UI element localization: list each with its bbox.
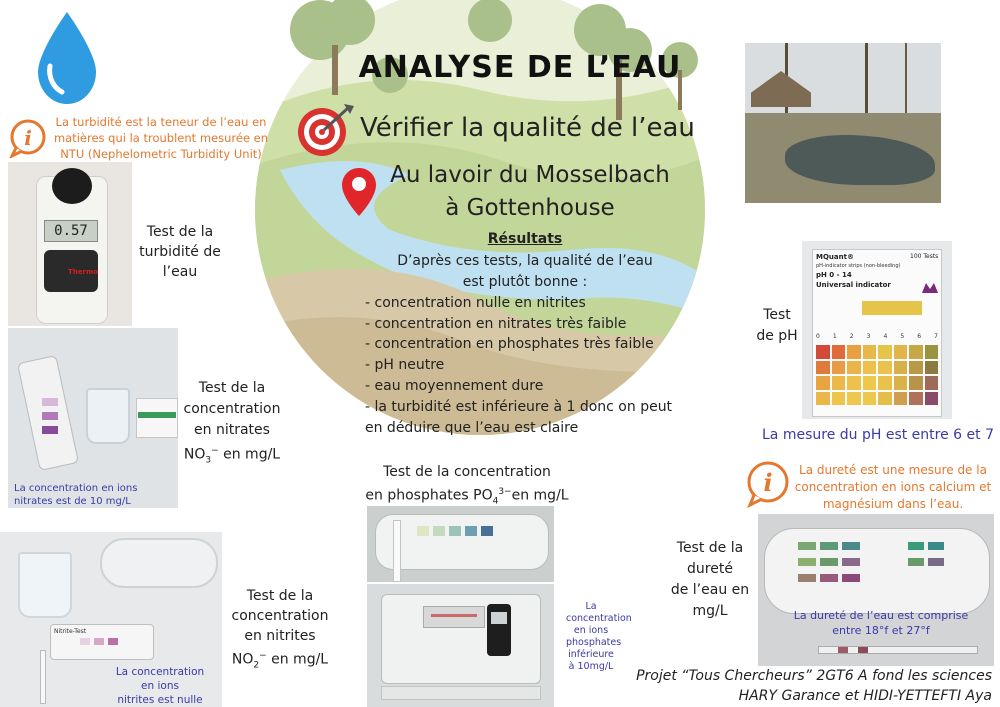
- results-item: - concentration en phosphates très faible: [365, 336, 654, 352]
- phosphates-strip-photo: [367, 506, 554, 582]
- nitrites-box-text: Nitrite-Test: [54, 628, 87, 635]
- nitrates-label-3: en nitrates: [194, 422, 270, 438]
- ph-box-brand: MQuant®: [816, 253, 854, 261]
- ph-box-line-1: pH-indicator strips (non-bleeding): [816, 263, 901, 269]
- location-line-1: Au lavoir du Mosselbach: [390, 162, 670, 188]
- hardness-label-3: de l’eau en: [670, 582, 750, 598]
- turbidity-info: La turbidité est la teneur de l’eau en matières qui la troublent mesurée en NTU (Nephelometric Turbidity Unit): [53, 115, 269, 161]
- info-icon: [744, 460, 792, 508]
- results-item: - eau moyennement dure: [365, 378, 544, 394]
- results-item: - pH neutre: [365, 357, 445, 373]
- hardness-label-4: mg/L: [692, 603, 728, 619]
- turbidity-label-2: turbidité de: [139, 244, 221, 260]
- ph-scale: 0 1 2 3 4 5 6 7: [816, 333, 938, 340]
- meter-brand: Thermo: [68, 268, 99, 276]
- svg-text:i: i: [763, 468, 773, 497]
- nitrates-formula: $NO_3^-$ en mg/L: [183, 446, 281, 466]
- ph-box-line-2: pH 0 - 14: [816, 271, 852, 279]
- nitrates-caption: La concentration en ions nitrates est de 10 mg/L: [14, 483, 138, 507]
- nitrites-caption-2: en ions: [141, 680, 179, 692]
- ph-box-tests: 100 Tests: [910, 253, 939, 260]
- nitrites-formula: $NO_2^-$ en mg/L: [231, 651, 329, 671]
- location-line-2: à Gottenhouse: [445, 195, 615, 221]
- water-drop-icon: [32, 8, 102, 108]
- nitrates-test-photo: [8, 328, 178, 508]
- location-pin-icon: [340, 166, 378, 218]
- results-item: - concentration en nitrates très faible: [365, 316, 627, 332]
- phosphates-label-1: Test de la concentration: [383, 464, 551, 480]
- hardness-label-1: Test de la: [676, 540, 744, 556]
- svg-text:i: i: [24, 126, 32, 150]
- ph-strips-photo: [802, 241, 952, 419]
- hardness-label-2: dureté: [687, 561, 733, 577]
- results-intro-1: D’après ces tests, la qualité de l’eau: [397, 253, 653, 269]
- turbidity-meter-photo: [8, 162, 132, 326]
- subtitle: Vérifier la qualité de l’eau: [360, 113, 695, 143]
- lavoir-river-photo: [745, 43, 941, 203]
- info-icon: [8, 118, 48, 158]
- nitrites-label-1: Test de la: [246, 588, 314, 604]
- target-icon: [296, 102, 356, 158]
- nitrites-caption-1: La concentration: [115, 666, 205, 678]
- ph-label-2: de pH: [756, 328, 798, 344]
- credits-line-2: HARY Garance et HIDI-YETTEFTI Aya: [738, 688, 992, 704]
- hardness-test-photo: [758, 514, 994, 666]
- results-item: - la turbidité est inférieure à 1 donc on peut: [365, 399, 673, 415]
- phosphates-caption: La concentration en ions phosphates inférieure à 10mg/L: [566, 601, 632, 672]
- phosphates-kit-photo: [367, 584, 554, 707]
- hardness-info: La dureté est une mesure de la concentration en ions calcium et magnésium dans l’eau.: [794, 463, 992, 511]
- ph-label-1: Test: [763, 307, 791, 323]
- ph-box-line-3: Universal indicator: [816, 281, 891, 289]
- credits-line-1: Projet “Tous Chercheurs” 2GT6 A fond les sciences: [636, 668, 992, 684]
- results-last-line: en déduire que l’eau est claire: [365, 420, 579, 436]
- turbidity-label-3: l’eau: [162, 264, 198, 280]
- meter-display: 0.57: [44, 220, 98, 242]
- page-title: ANALYSE DE L’EAU: [358, 50, 682, 85]
- hardness-caption: La dureté de l’eau est comprise entre 18°f et 27°f: [793, 609, 969, 637]
- nitrates-label-2: concentration: [183, 401, 281, 417]
- nitrites-caption-3: nitrites est nulle: [117, 694, 203, 706]
- nitrates-label-1: Test de la: [198, 380, 266, 396]
- nitrites-label-2: concentration: [231, 608, 329, 624]
- phosphates-label-2: en phosphates $PO_4^{3-}en$ mg/L: [365, 487, 569, 507]
- results-title: Résultats: [487, 231, 563, 247]
- results-intro-2: est plutôt bonne :: [462, 274, 588, 290]
- nitrites-label-3: en nitrites: [244, 628, 316, 644]
- results-item: - concentration nulle en nitrites: [365, 295, 586, 311]
- ph-caption: La mesure du pH est entre 6 et 7: [762, 427, 994, 443]
- turbidity-label-1: Test de la: [146, 224, 214, 240]
